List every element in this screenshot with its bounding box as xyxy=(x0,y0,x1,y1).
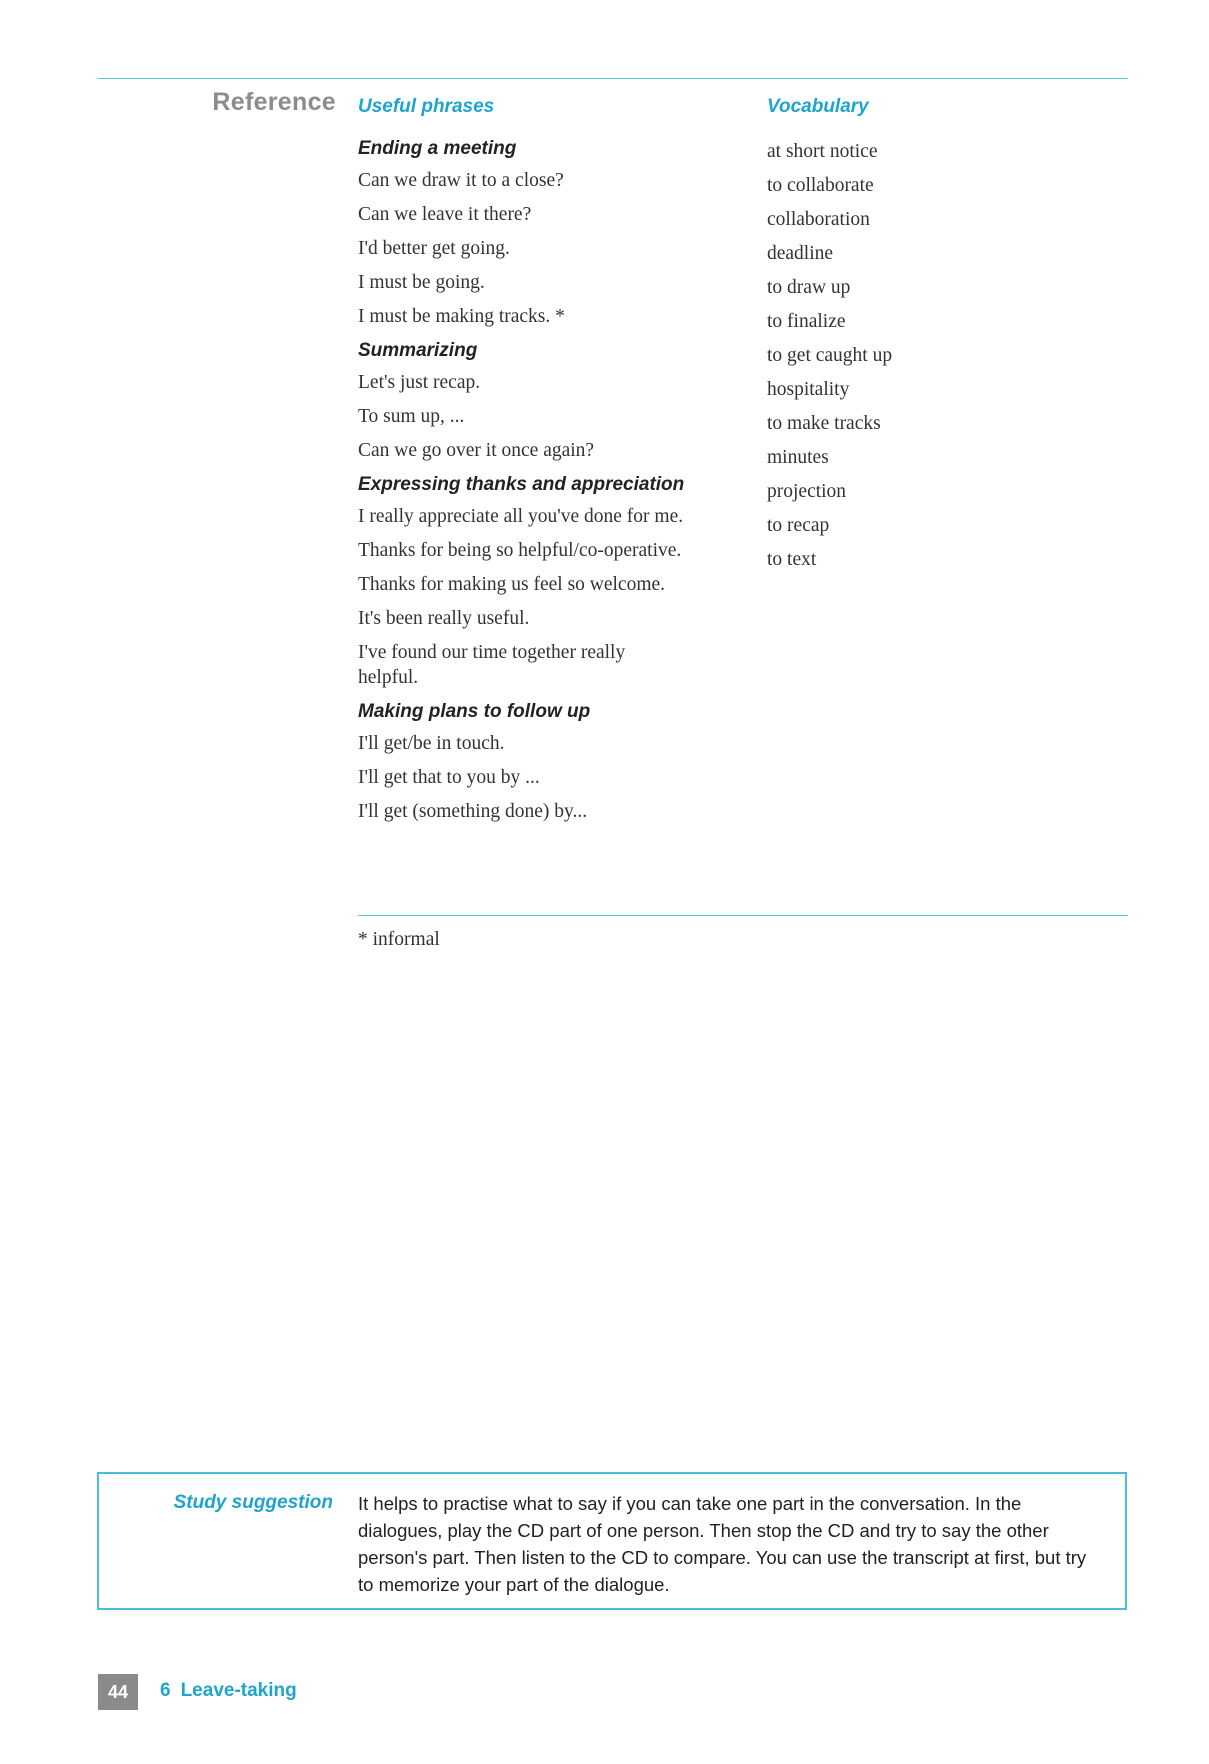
page-number: 44 xyxy=(98,1674,138,1710)
vocabulary-list xyxy=(767,139,1067,581)
useful-phrases-column xyxy=(358,136,728,833)
phrase: Thanks for making us feel so welcome. xyxy=(358,574,666,595)
top-divider xyxy=(98,78,1128,79)
vocabulary-item: projection xyxy=(767,481,847,502)
phrase: To sum up, ... xyxy=(358,406,465,427)
section-title: Making plans to follow up xyxy=(358,701,591,722)
useful-phrases-heading: Useful phrases xyxy=(358,96,495,117)
footnote-divider xyxy=(358,915,1128,916)
vocabulary-item: to recap xyxy=(767,515,830,536)
section-title: Summarizing xyxy=(358,340,478,361)
vocabulary-heading: Vocabulary xyxy=(767,96,869,117)
phrase: I'll get (something done) by... xyxy=(358,801,588,822)
section-summarizing xyxy=(358,338,728,463)
vocabulary-item: to make tracks xyxy=(767,413,881,434)
vocabulary-item: to finalize xyxy=(767,311,846,332)
phrase: I've found our time together really helpful. xyxy=(358,642,626,688)
section-thanks-appreciation xyxy=(358,472,728,690)
phrase: I'll get/be in touch. xyxy=(358,733,505,754)
vocabulary-item: to collaborate xyxy=(767,175,874,196)
study-suggestion-box xyxy=(97,1472,1127,1610)
section-ending-meeting xyxy=(358,136,728,329)
phrase: I must be making tracks. * xyxy=(358,306,565,327)
reference-title: Reference xyxy=(212,88,336,116)
section-title: Ending a meeting xyxy=(358,138,517,159)
phrase: I really appreciate all you've done for me. xyxy=(358,506,684,527)
section-follow-up xyxy=(358,699,728,824)
phrase: I must be going. xyxy=(358,272,485,293)
phrase: I'll get that to you by ... xyxy=(358,767,540,788)
phrase: I'd better get going. xyxy=(358,238,510,259)
vocabulary-item: deadline xyxy=(767,243,834,264)
vocabulary-item: to get caught up xyxy=(767,345,893,366)
chapter-label xyxy=(160,1680,307,1702)
vocabulary-item: to text xyxy=(767,549,817,570)
chapter-title: Leave-taking xyxy=(180,1680,297,1701)
vocabulary-item: hospitality xyxy=(767,379,850,400)
chapter-number: 6 xyxy=(160,1680,171,1701)
vocabulary-item: to draw up xyxy=(767,277,851,298)
phrase: Can we draw it to a close? xyxy=(358,170,564,191)
vocabulary-item: at short notice xyxy=(767,141,878,162)
vocabulary-item: collaboration xyxy=(767,209,870,230)
study-suggestion-text: It helps to practise what to say if you can take one part in the conversation. In the dialogues, play the CD part of one person. Then stop the CD and try to say the other person's part. Then listen to the CD to compare. You can use the transcript at first, but try to memorize your part of the dialogue. xyxy=(358,1493,1087,1595)
phrase: It's been really useful. xyxy=(358,608,530,629)
study-suggestion-label: Study suggestion xyxy=(173,1492,333,1513)
footnote: * informal xyxy=(358,929,440,950)
phrase: Can we leave it there? xyxy=(358,204,532,225)
phrase: Can we go over it once again? xyxy=(358,440,595,461)
phrase: Thanks for being so helpful/co-operative. xyxy=(358,540,682,561)
vocabulary-item: minutes xyxy=(767,447,829,468)
phrase: Let's just recap. xyxy=(358,372,481,393)
section-title: Expressing thanks and appreciation xyxy=(358,474,685,495)
